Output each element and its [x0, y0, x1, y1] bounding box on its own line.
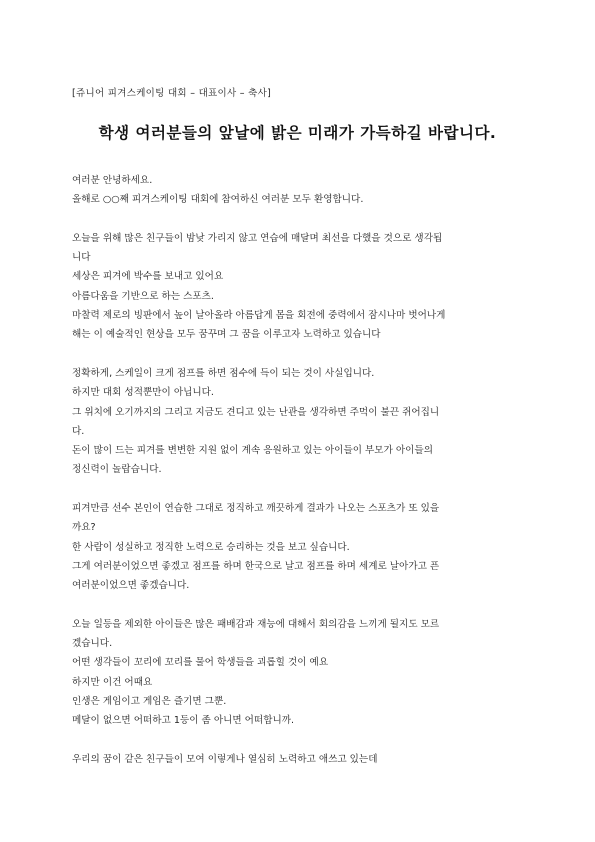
text-line: 올해로 ○○째 피겨스케이팅 대회에 참여하신 여러분 모두 환영합니다.: [72, 194, 364, 206]
text-line: 정확하게, 스케일이 크게 점프를 하면 점수에 득이 되는 것이 사실입니다.: [72, 367, 375, 379]
text-line: 그 위치에 오기까지의 그리고 지금도 견디고 있는 난관을 생각하면 주먹이 불끈 쥐어집니: [72, 406, 440, 418]
text-line: 여러분 안녕하세요.: [72, 175, 153, 186]
text-line: 피겨만큼 선수 본인이 연습한 그대로 정직하고 깨끗하게 결과가 나오는 스포츠가 또 있을: [72, 503, 440, 515]
paragraph: [72, 364, 534, 480]
text-line: 겠습니다.: [72, 638, 113, 650]
text-line: 니다: [72, 252, 91, 264]
text-line: 인생은 게임이고 게임은 즐기면 그뿐.: [72, 696, 227, 708]
paragraph: [72, 615, 534, 731]
document-body: [72, 171, 534, 789]
text-line: 여러분이었으면 좋겠습니다.: [72, 580, 190, 592]
text-line: 그게 여러분이었으면 좋겠고 점프를 하며 한국으로 날고 점프를 하며 세계로 날아가고 픈: [72, 560, 440, 572]
text-line: 하지만 대회 성적뿐만이 아닙니다.: [72, 387, 214, 399]
text-line: 아름다움을 기반으로 하는 스포츠.: [72, 290, 214, 302]
text-line: 오늘을 위해 많은 친구들이 밤낮 가리지 않고 연습에 매달며 최선을 다했을 것으로 생각됩: [72, 232, 443, 244]
paragraph: [72, 229, 534, 345]
document-header: [쥬니어 피겨스케이팅 대회 – 대표이사 – 축사]: [72, 88, 272, 99]
text-line: 돈이 많이 드는 피겨를 변변한 지원 없이 계속 응원하고 있는 아이들이 부모가 아이들의: [72, 445, 433, 457]
paragraph: [72, 171, 534, 210]
text-line: 우리의 꿈이 같은 친구들이 모여 이렇게나 열심히 노력하고 애쓰고 있는데: [72, 753, 378, 765]
text-line: 다.: [72, 425, 85, 437]
text-line: 어떤 생각들이 꼬리에 꼬리를 물어 학생들을 괴롭힐 것이 예요: [72, 657, 329, 669]
text-line: 오늘 일등을 제외한 아이들은 많은 패배감과 재능에 대해서 회의감을 느끼게 될지도 모르: [72, 618, 440, 630]
text-line: 메달이 없으면 어떠하고 1등이 좀 아니면 어떠합니까.: [72, 715, 295, 727]
paragraph: [72, 750, 534, 769]
text-line: 하지만 이건 어때요: [72, 676, 153, 688]
text-line: 까요?: [72, 522, 96, 534]
text-line: 마찰력 제로의 빙판에서 높이 날아올라 아름답게 몸을 회전에 중력에서 잠시나마 벗어나게: [72, 310, 446, 322]
document-title: 학생 여러분들의 앞날에 밝은 미래가 가득하길 바랍니다.: [98, 124, 497, 142]
text-line: 해는 이 예술적인 현상을 모두 꿈꾸며 그 꿈을 이루고자 노력하고 있습니다: [72, 329, 381, 341]
text-line: 세상은 피겨에 박수를 보내고 있어요: [72, 271, 224, 283]
text-line: 정신력이 놀랍습니다.: [72, 464, 162, 476]
text-line: 한 사람이 성실하고 정직한 노력으로 승리하는 것을 보고 싶습니다.: [72, 541, 350, 553]
paragraph: [72, 499, 534, 595]
